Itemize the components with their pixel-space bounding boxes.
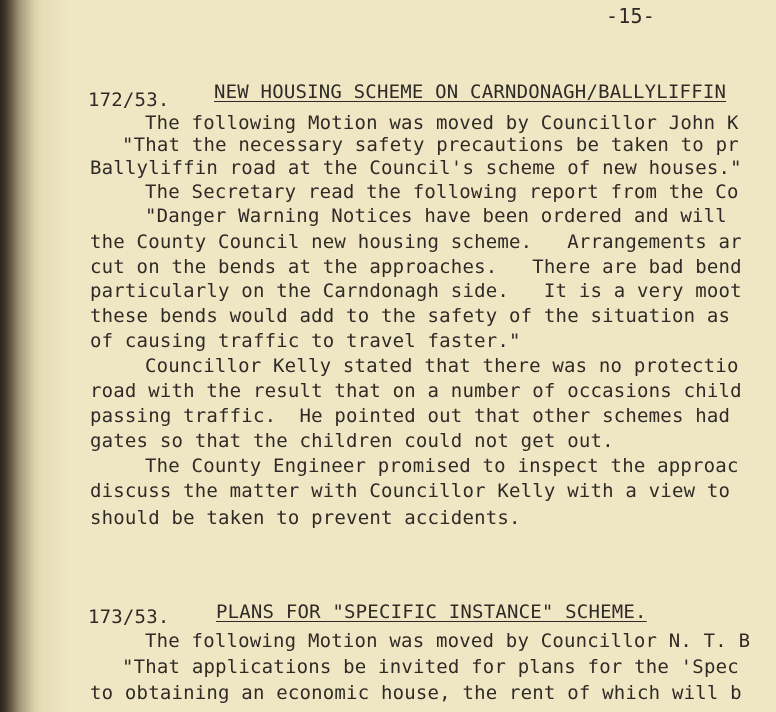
body-line: "Danger Warning Notices have been ordered and will xyxy=(145,205,727,227)
book-spine-shadow xyxy=(0,0,34,712)
section-title: NEW HOUSING SCHEME ON CARNDONAGH/BALLYLIFFIN xyxy=(214,81,727,103)
body-line: these bends would add to the safety of the situation as xyxy=(90,305,731,327)
body-line: discuss the matter with Councillor Kelly with a view to xyxy=(90,480,731,502)
body-line: "That the necessary safety precautions be taken to pr xyxy=(122,134,739,156)
body-line: The following Motion was moved by Councillor N. T. B xyxy=(145,630,751,652)
page-number: -15- xyxy=(606,4,655,28)
body-line: Councillor Kelly stated that there was no protectio xyxy=(145,355,739,377)
body-line: The following Motion was moved by Councillor John K xyxy=(145,112,739,134)
body-line: the County Council new housing scheme. Arrangements ar xyxy=(90,231,742,253)
body-line: gates so that the children could not get out. xyxy=(90,430,614,452)
body-line: passing traffic. He pointed out that other schemes had xyxy=(90,405,731,427)
body-line: "That applications be invited for plans for the 'Spec xyxy=(122,656,739,678)
body-line: road with the result that on a number of occasions child xyxy=(90,380,742,402)
section-ref: 172/53. xyxy=(88,89,170,111)
body-line: should be taken to prevent accidents. xyxy=(90,507,521,529)
body-line: of causing traffic to travel faster." xyxy=(90,330,521,352)
body-line: cut on the bends at the approaches. There are bad bend xyxy=(90,256,742,278)
section-ref: 173/53. xyxy=(88,606,170,628)
body-line: particularly on the Carndonagh side. It is a very moot xyxy=(90,280,742,302)
body-line: The Secretary read the following report from the Co xyxy=(145,181,739,203)
body-line: The County Engineer promised to inspect the approac xyxy=(145,455,739,477)
body-line: to obtaining an economic house, the rent of which will b xyxy=(90,682,742,704)
body-line: Ballyliffin road at the Council's scheme of new houses." xyxy=(90,157,742,179)
section-title: PLANS FOR "SPECIFIC INSTANCE" SCHEME. xyxy=(216,601,647,623)
